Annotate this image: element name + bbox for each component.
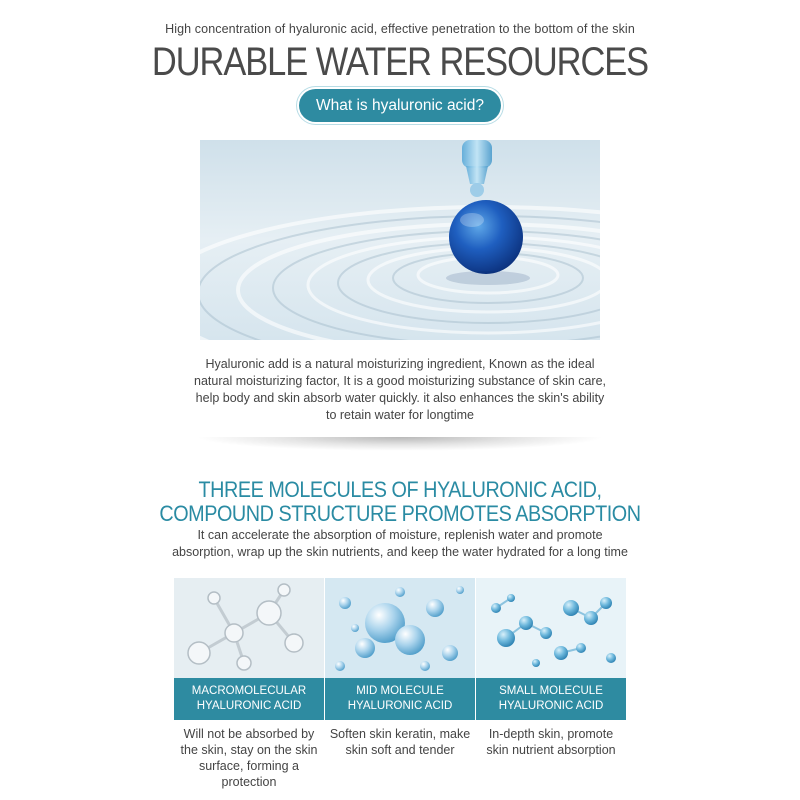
hyaluronic-acid-description — [0, 356, 800, 424]
section-desc-line: absorption, wrap up the skin nutrients, and keep the water hydrated for a long time — [172, 545, 628, 559]
section-title-line: THREE MOLECULES OF HYALURONIC ACID, — [198, 477, 602, 502]
card-text-line: protection — [221, 775, 277, 789]
water-droplet-hero-image — [200, 140, 600, 340]
description-line: Hyaluronic add is a natural moisturizing ingredient, Known as the ideal — [205, 357, 595, 371]
card-label-line: SMALL MOLECULE — [499, 685, 603, 697]
card-text-line: Soften skin keratin, make — [329, 727, 471, 741]
what-is-hyaluronic-acid-pill: What is hyaluronic acid? — [299, 89, 501, 122]
mid-molecule-image — [325, 578, 475, 678]
card-label-band — [476, 678, 626, 720]
molecule-illustration — [174, 578, 324, 678]
card-label-line: HYALURONIC ACID — [347, 700, 453, 712]
macromolecule-image — [174, 578, 324, 678]
card-description — [476, 720, 626, 758]
description-line: help body and skin absorb water quickly. it also enhances the skin's ability — [195, 391, 605, 405]
water-droplet-illustration — [200, 140, 600, 340]
card-label-band — [325, 678, 475, 720]
shadow-divider — [195, 437, 605, 451]
section-title-line: COMPOUND STRUCTURE PROMOTES ABSORPTION — [159, 501, 641, 526]
macromolecular-card — [174, 578, 324, 790]
card-label-line: HYALURONIC ACID — [498, 700, 604, 712]
card-text-line: Will not be absorbed by — [183, 727, 315, 741]
subtitle: High concentration of hyaluronic acid, effective penetration to the bottom of the skin — [165, 22, 635, 36]
mid-molecule-card — [325, 578, 475, 758]
section-desc-line: It can accelerate the absorption of moisture, replenish water and promote — [197, 528, 603, 542]
card-text-line: the skin, stay on the skin — [180, 743, 318, 757]
description-line: to retain water for longtime — [326, 408, 474, 422]
card-text-line: skin soft and tender — [345, 743, 455, 757]
card-label-line: HYALURONIC ACID — [196, 700, 302, 712]
molecules-cluster-illustration — [476, 578, 626, 678]
small-molecule-image — [476, 578, 626, 678]
card-label-line: MACROMOLECULAR — [191, 685, 307, 697]
molecules-section-title — [40, 478, 760, 526]
card-text-line: In-depth skin, promote — [488, 727, 614, 741]
description-line: natural moisturizing factor, It is a good moisturizing substance of skin care, — [194, 374, 606, 388]
card-text-line: surface, forming a — [198, 759, 300, 773]
card-description — [325, 720, 475, 758]
page-title: DURABLE WATER RESOURCES — [151, 40, 649, 84]
card-description — [174, 720, 324, 790]
card-label-line: MID MOLECULE — [356, 685, 444, 697]
molecules-section-description — [0, 527, 800, 561]
card-text-line: skin nutrient absorption — [486, 743, 616, 757]
card-label-band — [174, 678, 324, 720]
bubbles-illustration — [325, 578, 475, 678]
small-molecule-card — [476, 578, 626, 758]
